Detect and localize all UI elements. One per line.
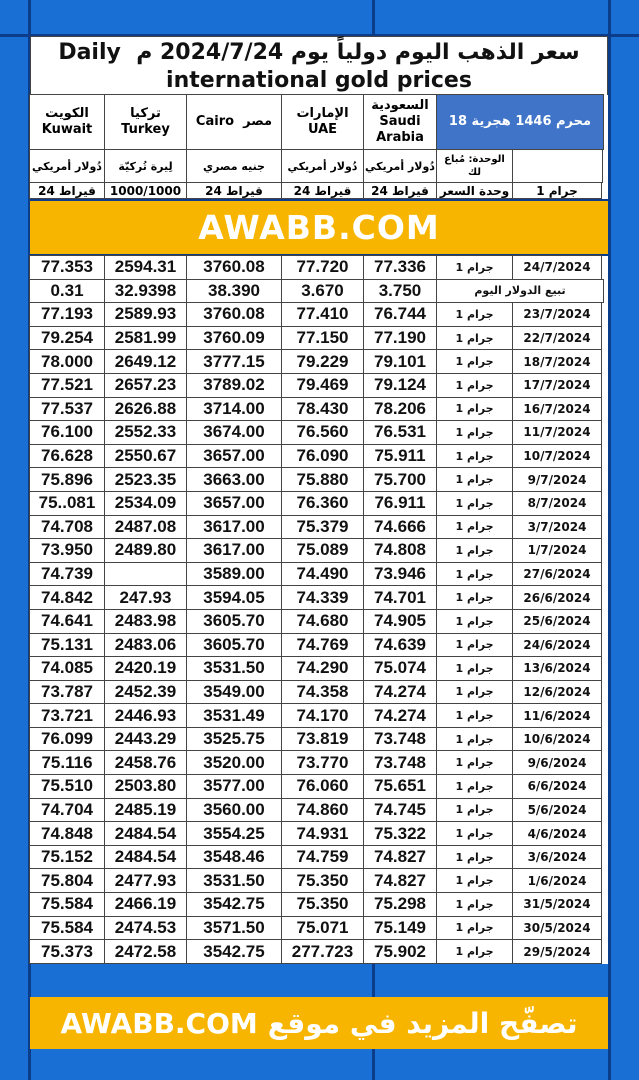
gold-price-table (30, 36, 608, 964)
price-cell: 75.584 (29, 916, 105, 941)
price-cell: 3760.08 (186, 255, 282, 280)
price-cell: 3548.46 (186, 845, 282, 870)
price-cell: 75.379 (281, 515, 364, 540)
country-header-row (30, 95, 608, 150)
currency-uae: دُولار أمريكي (281, 149, 364, 183)
table-row (30, 350, 608, 374)
price-cell: 74.704 (29, 798, 105, 823)
unit-cell: 1 جرام (436, 515, 513, 540)
price-cell: 2420.19 (104, 656, 187, 681)
price-cell: 2474.53 (104, 916, 187, 941)
price-cell: 277.723 (281, 939, 364, 964)
price-cell: 2443.29 (104, 727, 187, 752)
price-cell: 2466.19 (104, 892, 187, 917)
price-cell: 3760.09 (186, 326, 282, 351)
price-cell: 3531.49 (186, 703, 282, 728)
price-cell: 75.298 (363, 892, 437, 917)
price-rows (30, 256, 608, 964)
price-cell: 75.896 (29, 467, 105, 492)
price-cell: 78.000 (29, 349, 105, 374)
price-cell: 74.745 (363, 798, 437, 823)
price-cell: 77.190 (363, 326, 437, 351)
date-cell: 30/5/2024 (512, 916, 602, 941)
price-cell: 75.322 (363, 821, 437, 846)
price-cell: 2594.31 (104, 255, 187, 280)
price-cell: 74.490 (281, 562, 364, 587)
frame-line-right (608, 0, 611, 1080)
price-cell: 3577.00 (186, 774, 282, 799)
price-cell: 3663.00 (186, 467, 282, 492)
price-cell: 76.744 (363, 302, 437, 327)
header-turkey: تركيا Turkey (104, 94, 187, 150)
currency-saudi: دُولار أمريكي (363, 149, 437, 183)
date-cell: 18/7/2024 (512, 349, 602, 374)
price-cell: 73.770 (281, 750, 364, 775)
price-cell: 2472.58 (104, 939, 187, 964)
table-row (30, 940, 608, 964)
price-cell: 73.748 (363, 750, 437, 775)
date-cell: 9/7/2024 (512, 467, 602, 492)
price-cell: 75.902 (363, 939, 437, 964)
unit-cell: 1 جرام (436, 892, 513, 917)
price-cell: 73.819 (281, 727, 364, 752)
price-cell: 2489.80 (104, 538, 187, 563)
header-saudi: السعودية Saudi Arabia (363, 94, 437, 150)
currency-row (30, 150, 608, 183)
date-cell: 26/6/2024 (512, 585, 602, 610)
unit-cell: 1 جرام (436, 633, 513, 658)
table-row (30, 586, 608, 610)
karat-turkey: 1000/1000 (104, 182, 187, 199)
price-cell: 76.360 (281, 491, 364, 516)
price-cell: 73.946 (363, 562, 437, 587)
date-cell: 6/6/2024 (512, 774, 602, 799)
gram-label: 1 جرام (512, 182, 602, 199)
date-cell: 25/6/2024 (512, 609, 602, 634)
price-cell: 74.739 (29, 562, 105, 587)
price-cell: 74.339 (281, 585, 364, 610)
table-row (30, 822, 608, 846)
price-cell: 74.759 (281, 845, 364, 870)
price-cell: 74.848 (29, 821, 105, 846)
price-cell: 3605.70 (186, 633, 282, 658)
table-row (30, 893, 608, 917)
karat-row (30, 183, 608, 199)
date-cell: 4/6/2024 (512, 821, 602, 846)
table-row (30, 516, 608, 540)
date-cell: 11/6/2024 (512, 703, 602, 728)
currency-kuwait: دُولار أمريكي (29, 149, 105, 183)
table-row (30, 539, 608, 563)
date-cell: 11/7/2024 (512, 420, 602, 445)
karat-cairo: 24 قيراط (186, 182, 282, 199)
price-cell: 2484.54 (104, 821, 187, 846)
site-banner-top: AWABB.COM (30, 199, 608, 256)
unit-cell: 1 جرام (436, 373, 513, 398)
price-cell: 75.373 (29, 939, 105, 964)
price-cell: 73.787 (29, 680, 105, 705)
price-cell: 3571.50 (186, 916, 282, 941)
price-cell: 3525.75 (186, 727, 282, 752)
table-row (30, 445, 608, 469)
date-cell: 3/7/2024 (512, 515, 602, 540)
price-cell: 247.93 (104, 585, 187, 610)
unit-cell: 1 جرام (436, 585, 513, 610)
table-row (30, 869, 608, 893)
unit-cell: 1 جرام (436, 774, 513, 799)
price-cell: 3657.00 (186, 444, 282, 469)
price-cell: 74.860 (281, 798, 364, 823)
price-cell: 76.100 (29, 420, 105, 445)
date-cell: 27/6/2024 (512, 562, 602, 587)
price-cell: 3760.08 (186, 302, 282, 327)
table-row (30, 421, 608, 445)
header-kuwait: الكويت Kuwait (29, 94, 105, 150)
unit-cell: 1 جرام (436, 326, 513, 351)
unit-cell: 1 جرام (436, 420, 513, 445)
dollar-rate-label: تبيع الدولار اليوم (436, 279, 604, 304)
price-cell: 73.748 (363, 727, 437, 752)
karat-kuwait: 24 قيراط (29, 182, 105, 199)
price-cell: 2477.93 (104, 868, 187, 893)
table-row (30, 775, 608, 799)
price-cell: 75.911 (363, 444, 437, 469)
price-cell: 74.290 (281, 656, 364, 681)
table-row (30, 374, 608, 398)
date-cell: 16/7/2024 (512, 397, 602, 422)
table-row (30, 634, 608, 658)
price-cell: 3617.00 (186, 515, 282, 540)
banner-arabic-text: تصفّح المزيد في موقع (267, 1006, 578, 1040)
price-cell: 2483.98 (104, 609, 187, 634)
price-cell: 2649.12 (104, 349, 187, 374)
price-cell: 2503.80 (104, 774, 187, 799)
price-cell: 2534.09 (104, 491, 187, 516)
price-cell: 76.090 (281, 444, 364, 469)
price-cell: 2581.99 (104, 326, 187, 351)
date-cell: 1/6/2024 (512, 868, 602, 893)
unit-cell: 1 جرام (436, 467, 513, 492)
table-row (30, 704, 608, 728)
price-cell: 2458.76 (104, 750, 187, 775)
unit-cell: 1 جرام (436, 538, 513, 563)
table-row (30, 846, 608, 870)
price-cell: 77.410 (281, 302, 364, 327)
unit-cell: 1 جرام (436, 798, 513, 823)
unit-cell: 1 جرام (436, 255, 513, 280)
price-cell: 74.827 (363, 868, 437, 893)
unit-cell: 1 جرام (436, 491, 513, 516)
date-cell: 24/7/2024 (512, 255, 602, 280)
price-cell: 74.827 (363, 845, 437, 870)
site-banner-bottom (30, 997, 608, 1049)
price-cell: 76.628 (29, 444, 105, 469)
price-cell: 74.931 (281, 821, 364, 846)
price-cell: 77.193 (29, 302, 105, 327)
price-cell: 74.085 (29, 656, 105, 681)
table-row (30, 327, 608, 351)
table-row (30, 728, 608, 752)
date-cell: 3/6/2024 (512, 845, 602, 870)
price-cell: 2484.54 (104, 845, 187, 870)
karat-saudi: 24 قيراط (363, 182, 437, 199)
date-cell: 10/6/2024 (512, 727, 602, 752)
price-cell: 2657.23 (104, 373, 187, 398)
price-cell: 75..081 (29, 491, 105, 516)
price-cell: 77.537 (29, 397, 105, 422)
price-cell: 78.206 (363, 397, 437, 422)
price-cell: 3714.00 (186, 397, 282, 422)
price-cell: 74.666 (363, 515, 437, 540)
dollar-rate-cell: 32.9398 (104, 279, 187, 304)
date-cell: 12/6/2024 (512, 680, 602, 705)
price-cell: 74.274 (363, 680, 437, 705)
price-cell: 75.350 (281, 892, 364, 917)
table-row (30, 303, 608, 327)
unit-cell: 1 جرام (436, 939, 513, 964)
price-cell: 75.880 (281, 467, 364, 492)
price-cell: 74.274 (363, 703, 437, 728)
title-line-1: سعر الذهب اليوم دولياً يوم 2024/7/24 م Daily (58, 40, 580, 65)
price-cell: 77.150 (281, 326, 364, 351)
dollar-rate-row (30, 280, 608, 304)
price-cell: 3589.00 (186, 562, 282, 587)
date-cell: 5/6/2024 (512, 798, 602, 823)
price-cell: 76.531 (363, 420, 437, 445)
price-cell: 73.950 (29, 538, 105, 563)
table-row (30, 610, 608, 634)
blank-cell (512, 149, 603, 183)
date-cell: 8/7/2024 (512, 491, 602, 516)
price-cell: 77.521 (29, 373, 105, 398)
karat-uae: 24 قيراط (281, 182, 364, 199)
price-cell: 76.911 (363, 491, 437, 516)
table-row (30, 657, 608, 681)
date-cell: 22/7/2024 (512, 326, 602, 351)
dollar-rate-cell: 3.670 (281, 279, 364, 304)
price-cell: 76.060 (281, 774, 364, 799)
price-cell: 76.099 (29, 727, 105, 752)
price-cell: 3594.05 (186, 585, 282, 610)
unit-cell: 1 جرام (436, 821, 513, 846)
price-cell: 75.651 (363, 774, 437, 799)
price-cell: 3674.00 (186, 420, 282, 445)
price-cell (104, 562, 187, 587)
table-row (30, 917, 608, 941)
price-cell: 79.124 (363, 373, 437, 398)
table-row (30, 681, 608, 705)
unit-cell: 1 جرام (436, 302, 513, 327)
price-cell: 3560.00 (186, 798, 282, 823)
unit-cell: 1 جرام (436, 562, 513, 587)
unit-cell: 1 جرام (436, 916, 513, 941)
table-row (30, 468, 608, 492)
table-row (30, 563, 608, 587)
price-cell: 74.842 (29, 585, 105, 610)
price-cell: 77.720 (281, 255, 364, 280)
unit-cell: 1 جرام (436, 845, 513, 870)
price-cell: 74.641 (29, 609, 105, 634)
price-cell: 3531.50 (186, 868, 282, 893)
unit-cell: 1 جرام (436, 750, 513, 775)
dollar-rate-cell: 0.31 (29, 279, 105, 304)
date-cell: 9/6/2024 (512, 750, 602, 775)
price-cell: 76.560 (281, 420, 364, 445)
price-cell: 75.071 (281, 916, 364, 941)
price-cell: 74.170 (281, 703, 364, 728)
date-cell: 17/7/2024 (512, 373, 602, 398)
price-cell: 74.905 (363, 609, 437, 634)
price-cell: 2487.08 (104, 515, 187, 540)
price-cell: 75.700 (363, 467, 437, 492)
table-row (30, 256, 608, 280)
price-cell: 74.769 (281, 633, 364, 658)
price-cell: 79.469 (281, 373, 364, 398)
price-cell: 3520.00 (186, 750, 282, 775)
price-cell: 2485.19 (104, 798, 187, 823)
date-cell: 13/6/2024 (512, 656, 602, 681)
price-cell: 75.089 (281, 538, 364, 563)
price-cell: 74.708 (29, 515, 105, 540)
page-title (30, 36, 608, 95)
price-cell: 3531.50 (186, 656, 282, 681)
price-cell: 74.358 (281, 680, 364, 705)
price-cell: 75.350 (281, 868, 364, 893)
price-cell: 3605.70 (186, 609, 282, 634)
price-cell: 3617.00 (186, 538, 282, 563)
unit-cell: 1 جرام (436, 680, 513, 705)
title-line-2: international gold prices (166, 68, 472, 93)
table-row (30, 799, 608, 823)
table-row (30, 492, 608, 516)
price-cell: 2552.33 (104, 420, 187, 445)
price-cell: 3789.02 (186, 373, 282, 398)
date-cell: 10/7/2024 (512, 444, 602, 469)
price-unit-label: وحدة السعر (436, 182, 513, 199)
price-cell: 3554.25 (186, 821, 282, 846)
table-row (30, 398, 608, 422)
price-cell: 2626.88 (104, 397, 187, 422)
unit-label: الوحدة: مُباع لك (436, 149, 513, 183)
price-cell: 79.254 (29, 326, 105, 351)
price-cell: 79.229 (281, 349, 364, 374)
unit-cell: 1 جرام (436, 703, 513, 728)
price-cell: 3542.75 (186, 892, 282, 917)
date-cell: 24/6/2024 (512, 633, 602, 658)
price-cell: 74.639 (363, 633, 437, 658)
price-cell: 79.101 (363, 349, 437, 374)
price-cell: 78.430 (281, 397, 364, 422)
price-cell: 73.721 (29, 703, 105, 728)
currency-cairo: جنيه مصري (186, 149, 282, 183)
price-cell: 75.584 (29, 892, 105, 917)
dollar-rate-cell: 38.390 (186, 279, 282, 304)
price-cell: 74.680 (281, 609, 364, 634)
price-cell: 3657.00 (186, 491, 282, 516)
price-cell: 2550.67 (104, 444, 187, 469)
unit-cell: 1 جرام (436, 609, 513, 634)
date-cell: 29/5/2024 (512, 939, 602, 964)
header-uae: الإمارات UAE (281, 94, 364, 150)
unit-cell: 1 جرام (436, 727, 513, 752)
unit-cell: 1 جرام (436, 349, 513, 374)
price-cell: 77.336 (363, 255, 437, 280)
date-cell: 31/5/2024 (512, 892, 602, 917)
table-row (30, 751, 608, 775)
currency-turkey: لِيرة تُركيّة (104, 149, 187, 183)
banner-site-name: AWABB.COM (60, 1006, 258, 1040)
price-cell: 77.353 (29, 255, 105, 280)
price-cell: 2589.93 (104, 302, 187, 327)
price-cell: 74.701 (363, 585, 437, 610)
price-cell: 2523.35 (104, 467, 187, 492)
date-cell: 23/7/2024 (512, 302, 602, 327)
price-cell: 75.510 (29, 774, 105, 799)
price-cell: 75.074 (363, 656, 437, 681)
unit-cell: 1 جرام (436, 656, 513, 681)
price-cell: 2446.93 (104, 703, 187, 728)
price-cell: 75.149 (363, 916, 437, 941)
header-cairo: Cairo مصر (186, 94, 282, 150)
price-cell: 3777.15 (186, 349, 282, 374)
dollar-rate-cell: 3.750 (363, 279, 437, 304)
price-cell: 75.804 (29, 868, 105, 893)
price-cell: 2452.39 (104, 680, 187, 705)
price-cell: 74.808 (363, 538, 437, 563)
unit-cell: 1 جرام (436, 397, 513, 422)
price-cell: 3549.00 (186, 680, 282, 705)
price-cell: 75.152 (29, 845, 105, 870)
date-cell: 1/7/2024 (512, 538, 602, 563)
hijri-date: 18 محرم 1446 هجرية (436, 94, 604, 150)
unit-cell: 1 جرام (436, 868, 513, 893)
unit-cell: 1 جرام (436, 444, 513, 469)
price-cell: 3542.75 (186, 939, 282, 964)
price-cell: 75.116 (29, 750, 105, 775)
price-cell: 75.131 (29, 633, 105, 658)
price-cell: 2483.06 (104, 633, 187, 658)
